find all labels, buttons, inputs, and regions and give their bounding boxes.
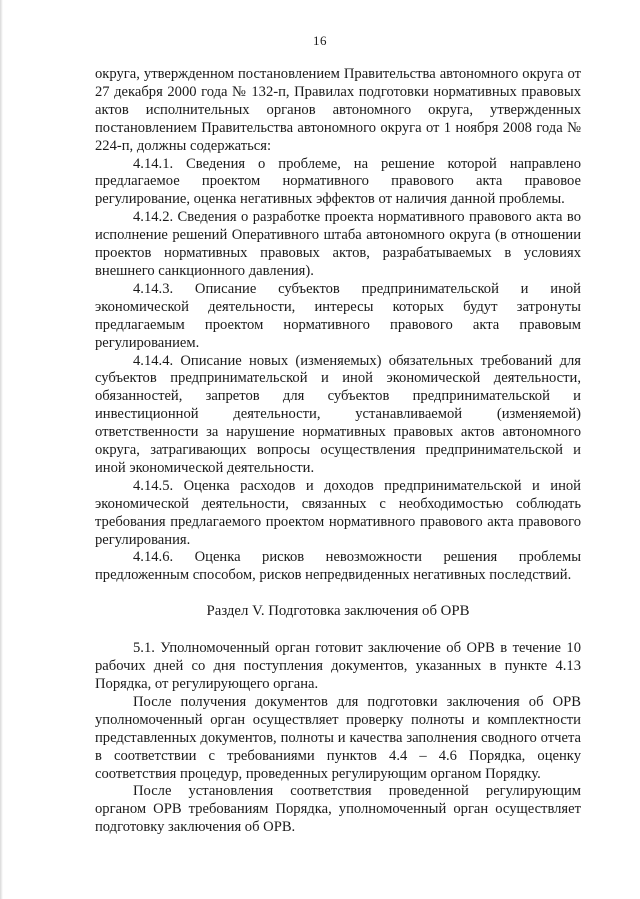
item-4-14-4: 4.14.4. Описание новых (изменяемых) обязательных требований для субъектов предпринимательской и иной экономической деятельности, обязанностей, запретов для субъектов предпринимательской и инвестиционной деятельности, устанавливаемой (изменяемой) ответственности за нарушение нормативных правовых актов автономного округа, затрагивающих вопросы осуществления предпринимательской и иной экономической деятельности. <box>95 352 581 476</box>
item-4-14-2: 4.14.2. Сведения о разработке проекта нормативного правового акта во исполнение решений Оперативного штаба автономного округа (в отношении проектов нормативных правовых актов, разрабатываемых в условиях внешнего санкционного давления). <box>95 209 581 279</box>
paragraph-after-receipt: После получения документов для подготовки заключения об ОРВ уполномоченный орган осуществляет проверку полноты и комплектности представленных документов, полноты и качества заполнения сводного отчета в соответствии с требованиями пунктов 4.4 – 4.6 Порядка, оценку соответствия процедур, проведенных регулирующим органом Порядку. <box>95 693 581 782</box>
item-5-1: 5.1. Уполномоченный орган готовит заключение об ОРВ в течение 10 рабочих дней со дня поступления документов, указанных в пункте 4.13 Порядка, от регулирующего органа. <box>95 640 581 692</box>
section-heading: Раздел V. Подготовка заключения об ОРВ <box>206 603 470 620</box>
item-4-14-5: 4.14.5. Оценка расходов и доходов предпринимательской и иной экономической деятельности, связанных с необходимостью соблюдать требования предлагаемого проектом нормативного правового акта правового регулирования. <box>95 477 581 548</box>
item-4-14-3: 4.14.3. Описание субъектов предпринимательской и иной экономической деятельности, интересы которых будут затронуты предлагаемым проектом нормативного правового акта правовым регулированием. <box>95 280 581 351</box>
item-4-14-6: 4.14.6. Оценка рисков невозможности решения проблемы предложенным способом, рисков непредвиденных негативных последствий. <box>95 549 581 584</box>
item-4-14-1: 4.14.1. Сведения о проблеме, на решение которой направлено предлагаемое проектом нормативного правового акта правовое регулирование, оценка негативных эффектов от наличия данной проблемы. <box>95 155 581 208</box>
page-number: 16 <box>313 33 327 48</box>
document-body <box>95 66 581 837</box>
paragraph-after-compliance: После установления соответствия проведенной регулирующим органом ОРВ требованиям Порядка, уполномоченный орган осуществляет подготовку заключения об ОРВ. <box>95 783 581 836</box>
intro-paragraph: округа, утвержденном постановлением Правительства автономного округа от 27 декабря 2000 года № 132-п, Правилах подготовки нормативных правовых актов исполнительных органов автономного округа, утвержденных постановлением Правительства автономного округа от 1 ноября 2008 года № 224-п, должны содержаться: <box>95 66 581 154</box>
scan-edge-shadow <box>0 0 3 899</box>
